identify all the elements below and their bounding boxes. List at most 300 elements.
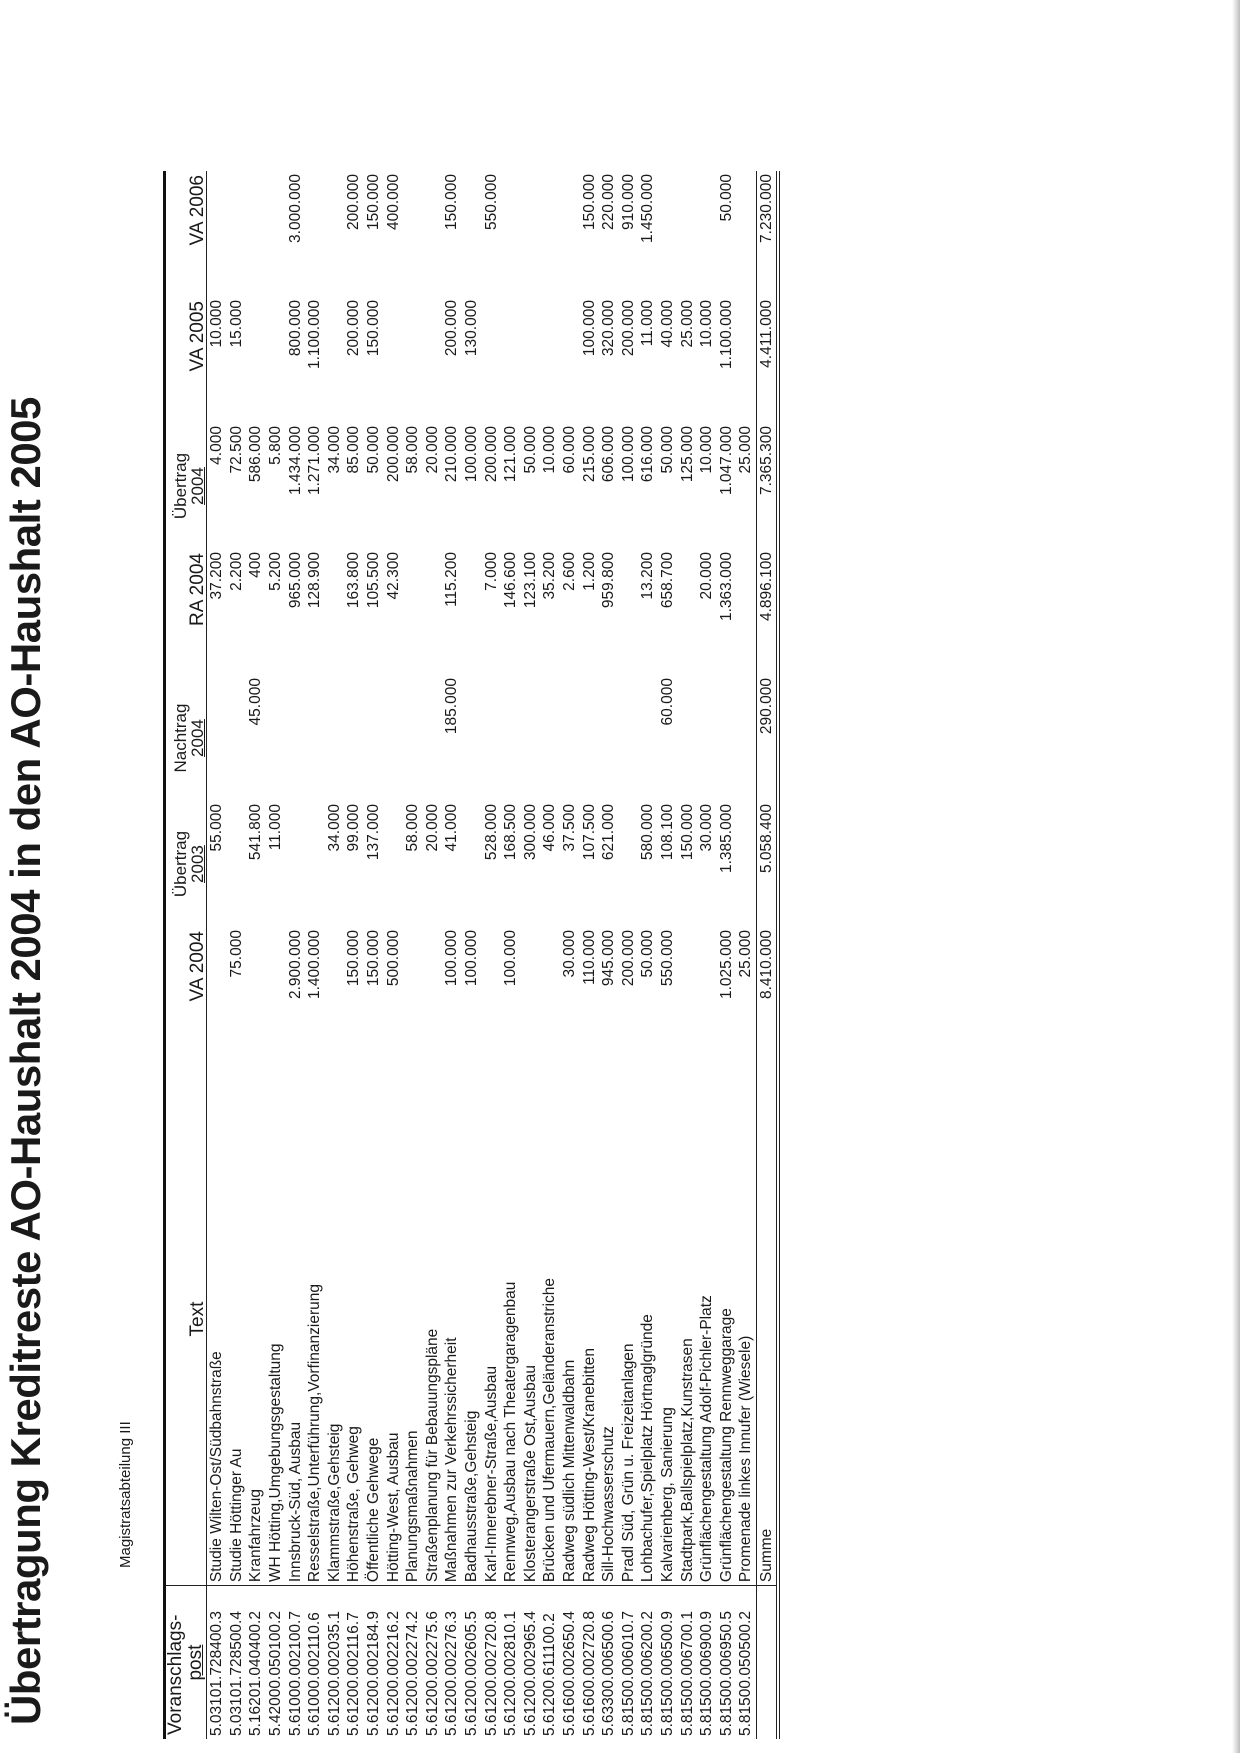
cell-ue2004: 125.000 <box>678 426 696 483</box>
cell-ue2004: 10.000 <box>698 426 716 474</box>
header-uebertrag2003-line1: Übertrag <box>171 830 190 898</box>
cell-na2004 <box>697 675 717 801</box>
table-body <box>207 171 779 1739</box>
cell-va2005: 200.000 <box>345 300 363 357</box>
cell-ue2004: 50.000 <box>365 426 383 474</box>
cell-va2004: 945.000 <box>600 930 618 987</box>
cell-ue2004: 60.000 <box>560 426 578 474</box>
cell-va2004: 200.000 <box>619 930 637 987</box>
cell-post: 5.81500.050500.2 <box>736 1586 756 1739</box>
cell-ue2003: 621.000 <box>600 804 618 861</box>
cell-va2005: 200.000 <box>619 300 637 357</box>
cell-na2004: 60.000 <box>658 678 676 726</box>
cell-ra2004: 965.000 <box>286 552 304 609</box>
cell-text: Promenade linkes Innufer (Wiesele) <box>737 1335 755 1583</box>
table-row <box>618 171 638 1739</box>
cell-na2004 <box>344 675 364 801</box>
cell-na2004: 185.000 <box>443 678 461 735</box>
cell-text: Sill-Hochwasserschutz <box>600 1426 618 1583</box>
cell-ra2004: 13.200 <box>639 552 657 600</box>
header-uebertrag2004 <box>165 423 207 549</box>
header-uebertrag2004-line1: Übertrag <box>171 452 190 520</box>
document-title: Übertragung Kreditreste AO-Haushalt 2004 in den AO-Haushalt 2005 <box>2 397 49 1725</box>
cell-text: Karl-Innerebner-Straße,Ausbau <box>482 1365 500 1583</box>
sum-row <box>756 171 778 1739</box>
cell-ue2003: 150.000 <box>678 804 696 861</box>
cell-na2004 <box>403 675 423 801</box>
cell-va2004: 1.400.000 <box>306 930 324 999</box>
cell-ue2003: 46.000 <box>541 804 559 852</box>
cell-post: 5.61200.002116.7 <box>344 1586 364 1739</box>
table-header-row <box>165 171 207 1739</box>
cell-va2005 <box>736 297 756 423</box>
header-uebertrag2004-line2: 2004 <box>188 467 207 505</box>
cell-va2005: 150.000 <box>365 300 383 357</box>
cell-ue2004: 100.000 <box>619 426 637 483</box>
cell-ue2004: 25.000 <box>737 426 755 474</box>
sum-va2005: 4.411.000 <box>756 297 778 423</box>
cell-ue2003: 58.000 <box>404 804 422 852</box>
table-row <box>305 171 325 1739</box>
cell-va2005: 100.000 <box>580 300 598 357</box>
cell-post: 5.61200.002720.8 <box>481 1586 501 1739</box>
cell-post: 5.61000.002100.7 <box>285 1586 305 1739</box>
cell-va2005: 1.100.000 <box>306 300 324 369</box>
cell-ue2003: 528.000 <box>482 804 500 861</box>
cell-ra2004: 20.000 <box>698 552 716 600</box>
cell-va2005 <box>560 297 580 423</box>
cell-va2004: 50.000 <box>639 930 657 978</box>
cell-ue2004: 606.000 <box>600 426 618 483</box>
cell-post: 5.63300.006500.6 <box>599 1586 619 1739</box>
cell-va2006: 550.000 <box>482 174 500 231</box>
cell-va2005 <box>383 297 403 423</box>
cell-ra2004: 37.200 <box>208 552 226 600</box>
cell-ra2004 <box>325 549 345 675</box>
cell-va2005: 1.100.000 <box>717 300 735 369</box>
cell-va2004: 100.000 <box>463 930 481 987</box>
cell-va2006: 910.000 <box>619 174 637 231</box>
table-row <box>677 171 697 1739</box>
cell-va2004 <box>697 927 717 1053</box>
cell-va2004 <box>403 927 423 1053</box>
cell-post: 5.81500.006010.7 <box>618 1586 638 1739</box>
cell-va2004: 30.000 <box>560 930 578 978</box>
cell-post: 5.61200.002965.4 <box>521 1586 541 1739</box>
cell-va2005: 10.000 <box>698 300 716 348</box>
cell-text: Straßenplanung für Bebauungspläne <box>423 1328 441 1583</box>
cell-na2004 <box>227 675 247 801</box>
credit-table <box>163 171 780 1739</box>
cell-post: 5.61200.002276.3 <box>442 1586 462 1739</box>
cell-ue2003: 41.000 <box>443 804 461 852</box>
cell-ue2004: 50.000 <box>521 426 539 474</box>
cell-va2004: 150.000 <box>365 930 383 987</box>
cell-na2004 <box>716 675 736 801</box>
cell-ue2003: 55.000 <box>208 804 226 852</box>
cell-va2004 <box>207 927 227 1053</box>
cell-ue2004: 20.000 <box>423 426 441 474</box>
cell-ue2004: 1.434.000 <box>286 426 304 495</box>
table-row <box>423 171 443 1739</box>
cell-na2004 <box>266 675 286 801</box>
cell-va2005 <box>266 297 286 423</box>
sum-na2004: 290.000 <box>756 675 778 801</box>
cell-ue2004: 72.500 <box>227 426 245 474</box>
table-row <box>383 171 403 1739</box>
cell-text: Kalvarienberg, Sanierung <box>658 1407 676 1583</box>
cell-va2004 <box>325 927 345 1053</box>
table-row <box>658 171 678 1739</box>
cell-text: Badhausstraße,Gehsteig <box>463 1410 481 1583</box>
cell-va2006: 50.000 <box>717 174 735 222</box>
header-nachtrag2004-line2: 2004 <box>188 719 207 757</box>
cell-ue2003: 99.000 <box>345 804 363 852</box>
cell-post: 5.81500.006700.1 <box>677 1586 697 1739</box>
cell-va2006 <box>227 171 247 297</box>
cell-va2004: 25.000 <box>737 930 755 978</box>
cell-ue2004: 58.000 <box>404 426 422 474</box>
cell-ue2003: 107.500 <box>580 804 598 861</box>
cell-na2004 <box>560 675 580 801</box>
table-row <box>246 171 266 1739</box>
header-uebertrag2003-line2: 2003 <box>188 845 207 883</box>
cell-ue2003: 34.000 <box>325 804 343 852</box>
sum-ue2003: 5.058.400 <box>756 801 778 927</box>
header-ra2004: RA 2004 <box>165 549 207 675</box>
cell-va2004: 2.900.000 <box>286 930 304 999</box>
cell-na2004 <box>383 675 403 801</box>
cell-text: Brücken und Ufermauern,Geländeranstriche <box>541 1277 559 1583</box>
cell-va2006: 220.000 <box>600 174 618 231</box>
cell-ue2003 <box>462 801 482 927</box>
cell-ue2004: 200.000 <box>384 426 402 483</box>
cell-va2004 <box>521 927 541 1053</box>
cell-post: 5.42000.050100.2 <box>266 1586 286 1739</box>
cell-va2006 <box>736 171 756 297</box>
cell-text: Radweg Hötting-West/Kranebitten <box>580 1348 598 1583</box>
header-post <box>165 1586 207 1739</box>
cell-ue2004: 1.047.000 <box>717 426 735 495</box>
cell-text: Klosterangerstraße Ost,Ausbau <box>521 1365 539 1583</box>
sum-va2004: 8.410.000 <box>756 927 778 1053</box>
cell-post: 5.61200.002810.1 <box>501 1586 521 1739</box>
cell-post: 5.81500.006950.5 <box>716 1586 736 1739</box>
cell-ra2004: 146.600 <box>502 552 520 609</box>
cell-va2004: 550.000 <box>658 930 676 987</box>
cell-va2006 <box>677 171 697 297</box>
cell-ra2004: 123.100 <box>521 552 539 609</box>
cell-va2006 <box>521 171 541 297</box>
table-row <box>403 171 423 1739</box>
table-row <box>521 171 541 1739</box>
table-row <box>364 171 384 1739</box>
cell-va2005 <box>325 297 345 423</box>
cell-va2006 <box>560 171 580 297</box>
table-row <box>599 171 619 1739</box>
cell-va2005: 11.000 <box>639 300 657 347</box>
cell-ra2004: 42.300 <box>384 552 402 600</box>
cell-na2004 <box>423 675 443 801</box>
header-post-line1: Voranschlags- <box>165 1614 186 1735</box>
cell-ue2004: 100.000 <box>463 426 481 483</box>
cell-ra2004: 105.500 <box>365 552 383 609</box>
table-row <box>501 171 521 1739</box>
cell-na2004 <box>677 675 697 801</box>
table-row <box>344 171 364 1739</box>
cell-ra2004 <box>403 549 423 675</box>
table-row <box>697 171 717 1739</box>
cell-text: Kranfahrzeug <box>247 1489 265 1583</box>
cell-text: Planungsmaßnahmen <box>404 1430 422 1583</box>
cell-na2004 <box>305 675 325 801</box>
table-row <box>481 171 501 1739</box>
cell-post: 5.03101.728400.3 <box>207 1586 227 1739</box>
table-row <box>227 171 247 1739</box>
cell-va2006 <box>207 171 227 297</box>
cell-text: Studie Höttinger Au <box>227 1448 245 1583</box>
cell-va2006 <box>423 171 443 297</box>
cell-post: 5.81500.006900.9 <box>697 1586 717 1739</box>
table-row <box>638 171 658 1739</box>
cell-post: 5.03101.728500.4 <box>227 1586 247 1739</box>
header-va2005: VA 2005 <box>165 297 207 423</box>
sum-ra2004: 4.896.100 <box>756 549 778 675</box>
sum-post-empty <box>756 1586 778 1739</box>
cell-ra2004 <box>677 549 697 675</box>
cell-va2004: 100.000 <box>443 930 461 987</box>
header-va2006: VA 2006 <box>165 171 207 297</box>
cell-na2004 <box>540 675 560 801</box>
cell-ue2004: 121.000 <box>502 426 520 483</box>
cell-ue2004: 5.800 <box>267 426 285 465</box>
table-row <box>285 171 305 1739</box>
cell-va2005 <box>521 297 541 423</box>
cell-va2004 <box>540 927 560 1053</box>
cell-va2006 <box>697 171 717 297</box>
cell-post: 5.61000.002110.6 <box>305 1586 325 1739</box>
cell-post: 5.61200.002035.1 <box>325 1586 345 1739</box>
cell-va2006: 150.000 <box>580 174 598 231</box>
cell-na2004 <box>325 675 345 801</box>
cell-na2004 <box>481 675 501 801</box>
cell-va2006: 3.000.000 <box>286 174 304 243</box>
cell-va2006 <box>403 171 423 297</box>
cell-ue2003: 168.500 <box>502 804 520 861</box>
cell-text: Resselstraße,Unterführung,Vorfinanzierung <box>306 1284 324 1583</box>
header-nachtrag2004-line1: Nachtrag <box>171 703 190 773</box>
cell-va2004: 500.000 <box>384 930 402 987</box>
cell-va2005 <box>481 297 501 423</box>
header-post-line2: post <box>185 1644 206 1681</box>
cell-text: Radweg südlich Mittenwaldbahn <box>560 1359 578 1583</box>
cell-va2004 <box>246 927 266 1053</box>
table-row <box>540 171 560 1739</box>
cell-ue2003: 11.000 <box>267 804 285 851</box>
cell-text: WH Hötting,Umgebungsgestaltung <box>267 1343 285 1583</box>
sum-label: Summe <box>756 1053 778 1586</box>
cell-ue2003: 30.000 <box>698 804 716 852</box>
cell-va2004 <box>481 927 501 1053</box>
sum-va2006: 7.230.000 <box>756 171 778 297</box>
cell-va2006 <box>540 171 560 297</box>
cell-ue2003: 137.000 <box>365 804 383 861</box>
cell-post: 5.16201.040400.2 <box>246 1586 266 1739</box>
cell-ra2004: 959.800 <box>600 552 618 609</box>
cell-va2004: 150.000 <box>345 930 363 987</box>
cell-ra2004 <box>423 549 443 675</box>
department-label: Magistratsabteilung III <box>117 1421 134 1568</box>
cell-va2006 <box>658 171 678 297</box>
cell-ue2004: 4.000 <box>208 426 226 465</box>
cell-ra2004: 400 <box>247 552 265 578</box>
cell-na2004 <box>285 675 305 801</box>
cell-va2005: 800.000 <box>286 300 304 357</box>
cell-va2005: 15.000 <box>227 300 245 348</box>
cell-text: Höhenstraße, Gehweg <box>345 1426 363 1583</box>
cell-va2005 <box>403 297 423 423</box>
cell-va2004 <box>677 927 697 1053</box>
cell-ra2004: 658.700 <box>658 552 676 609</box>
cell-va2006 <box>462 171 482 297</box>
cell-va2005: 25.000 <box>678 300 696 348</box>
header-nachtrag2004 <box>165 675 207 801</box>
cell-va2006: 400.000 <box>384 174 402 231</box>
cell-text: Innsbruck-Süd, Ausbau <box>286 1421 304 1583</box>
cell-va2005: 10.000 <box>208 300 226 348</box>
cell-va2004: 100.000 <box>502 930 520 987</box>
cell-ue2003 <box>383 801 403 927</box>
cell-na2004 <box>618 675 638 801</box>
cell-ue2004: 210.000 <box>443 426 461 483</box>
cell-va2005: 40.000 <box>658 300 676 348</box>
cell-ue2003: 1.385.000 <box>717 804 735 873</box>
cell-post: 5.61200.611100.2 <box>540 1586 560 1739</box>
cell-ue2004: 50.000 <box>658 426 676 474</box>
cell-ue2004: 34.000 <box>325 426 343 474</box>
cell-va2006: 150.000 <box>443 174 461 231</box>
cell-na2004 <box>521 675 541 801</box>
cell-va2006 <box>325 171 345 297</box>
cell-ue2004: 215.000 <box>580 426 598 483</box>
cell-ue2003 <box>305 801 325 927</box>
cell-post: 5.61600.002650.4 <box>560 1586 580 1739</box>
cell-text: Studie Wilten-Ost/Südbahnstraße <box>208 1351 226 1583</box>
cell-post: 5.61600.002720.8 <box>579 1586 599 1739</box>
cell-va2005: 130.000 <box>463 300 481 357</box>
cell-va2006 <box>266 171 286 297</box>
cell-ra2004: 163.800 <box>345 552 363 609</box>
cell-va2005 <box>423 297 443 423</box>
cell-na2004 <box>501 675 521 801</box>
scan-edge-shadow <box>1232 0 1240 1753</box>
cell-ra2004: 128.900 <box>306 552 324 609</box>
cell-ue2004: 200.000 <box>482 426 500 483</box>
table-row <box>207 171 227 1739</box>
cell-va2005 <box>501 297 521 423</box>
cell-post: 5.81500.006500.9 <box>658 1586 678 1739</box>
cell-ue2003: 580.000 <box>639 804 657 861</box>
cell-ue2004: 586.000 <box>247 426 265 483</box>
cell-ra2004: 1.363.000 <box>717 552 735 621</box>
cell-va2005: 200.000 <box>443 300 461 357</box>
cell-va2004: 75.000 <box>227 930 245 978</box>
cell-na2004 <box>638 675 658 801</box>
cell-ra2004: 35.200 <box>541 552 559 600</box>
cell-ue2004: 85.000 <box>345 426 363 474</box>
cell-na2004 <box>599 675 619 801</box>
cell-ra2004 <box>736 549 756 675</box>
cell-na2004: 45.000 <box>247 678 265 726</box>
header-text: Text <box>165 1053 207 1586</box>
table-row <box>266 171 286 1739</box>
cell-ue2003 <box>618 801 638 927</box>
cell-ue2003 <box>285 801 305 927</box>
cell-ue2003: 108.100 <box>658 804 676 861</box>
cell-ue2003 <box>736 801 756 927</box>
cell-va2005: 320.000 <box>600 300 618 357</box>
cell-ra2004 <box>462 549 482 675</box>
cell-va2006: 200.000 <box>345 174 363 231</box>
cell-va2004: 110.000 <box>580 930 598 985</box>
cell-text: Grünflächengestaltung Adolf-Pichler-Platz <box>698 1295 716 1583</box>
cell-ra2004: 115.200 <box>443 552 461 607</box>
cell-ue2004: 616.000 <box>639 426 657 483</box>
cell-post: 5.61200.002275.6 <box>423 1586 443 1739</box>
cell-ra2004 <box>618 549 638 675</box>
header-va2004: VA 2004 <box>165 927 207 1053</box>
cell-text: Maßnahmen zur Verkehrssicherheit <box>443 1337 461 1583</box>
cell-va2004 <box>423 927 443 1053</box>
cell-ra2004: 2.600 <box>560 552 578 591</box>
cell-na2004 <box>736 675 756 801</box>
table-row <box>579 171 599 1739</box>
cell-na2004 <box>579 675 599 801</box>
cell-va2006: 1.450.000 <box>639 174 657 243</box>
cell-va2004 <box>266 927 286 1053</box>
cell-text: Rennweg,Ausbau nach Theatergaragenbau <box>502 1281 520 1583</box>
cell-text: Hötting-West, Ausbau <box>384 1432 402 1583</box>
cell-va2005 <box>246 297 266 423</box>
cell-ra2004: 7.000 <box>482 552 500 591</box>
cell-va2006 <box>246 171 266 297</box>
cell-post: 5.61200.002184.9 <box>364 1586 384 1739</box>
cell-ra2004: 1.200 <box>580 552 598 591</box>
cell-post: 5.81500.006200.2 <box>638 1586 658 1739</box>
cell-na2004 <box>364 675 384 801</box>
cell-post: 5.61200.002605.5 <box>462 1586 482 1739</box>
cell-post: 5.61200.002216.2 <box>383 1586 403 1739</box>
sum-ue2004: 7.365.300 <box>756 423 778 549</box>
cell-ue2003: 20.000 <box>423 804 441 852</box>
header-uebertrag2003 <box>165 801 207 927</box>
table-row <box>560 171 580 1739</box>
cell-text: Grünflächengestaltung Rennweggarage <box>717 1308 735 1583</box>
table-row <box>442 171 462 1739</box>
cell-ue2003: 300.000 <box>521 804 539 861</box>
table-row <box>736 171 756 1739</box>
cell-ue2003 <box>227 801 247 927</box>
cell-va2005 <box>540 297 560 423</box>
cell-ue2004: 1.271.000 <box>306 426 324 495</box>
table-row <box>462 171 482 1739</box>
table-row <box>325 171 345 1739</box>
cell-na2004 <box>462 675 482 801</box>
cell-ra2004: 2.200 <box>227 552 245 591</box>
cell-text: Klammstraße,Gehsteig <box>325 1423 343 1583</box>
cell-ue2003: 37.500 <box>560 804 578 852</box>
cell-text: Lohbachufer,Spielplatz Hörtnaglgründe <box>639 1314 657 1583</box>
